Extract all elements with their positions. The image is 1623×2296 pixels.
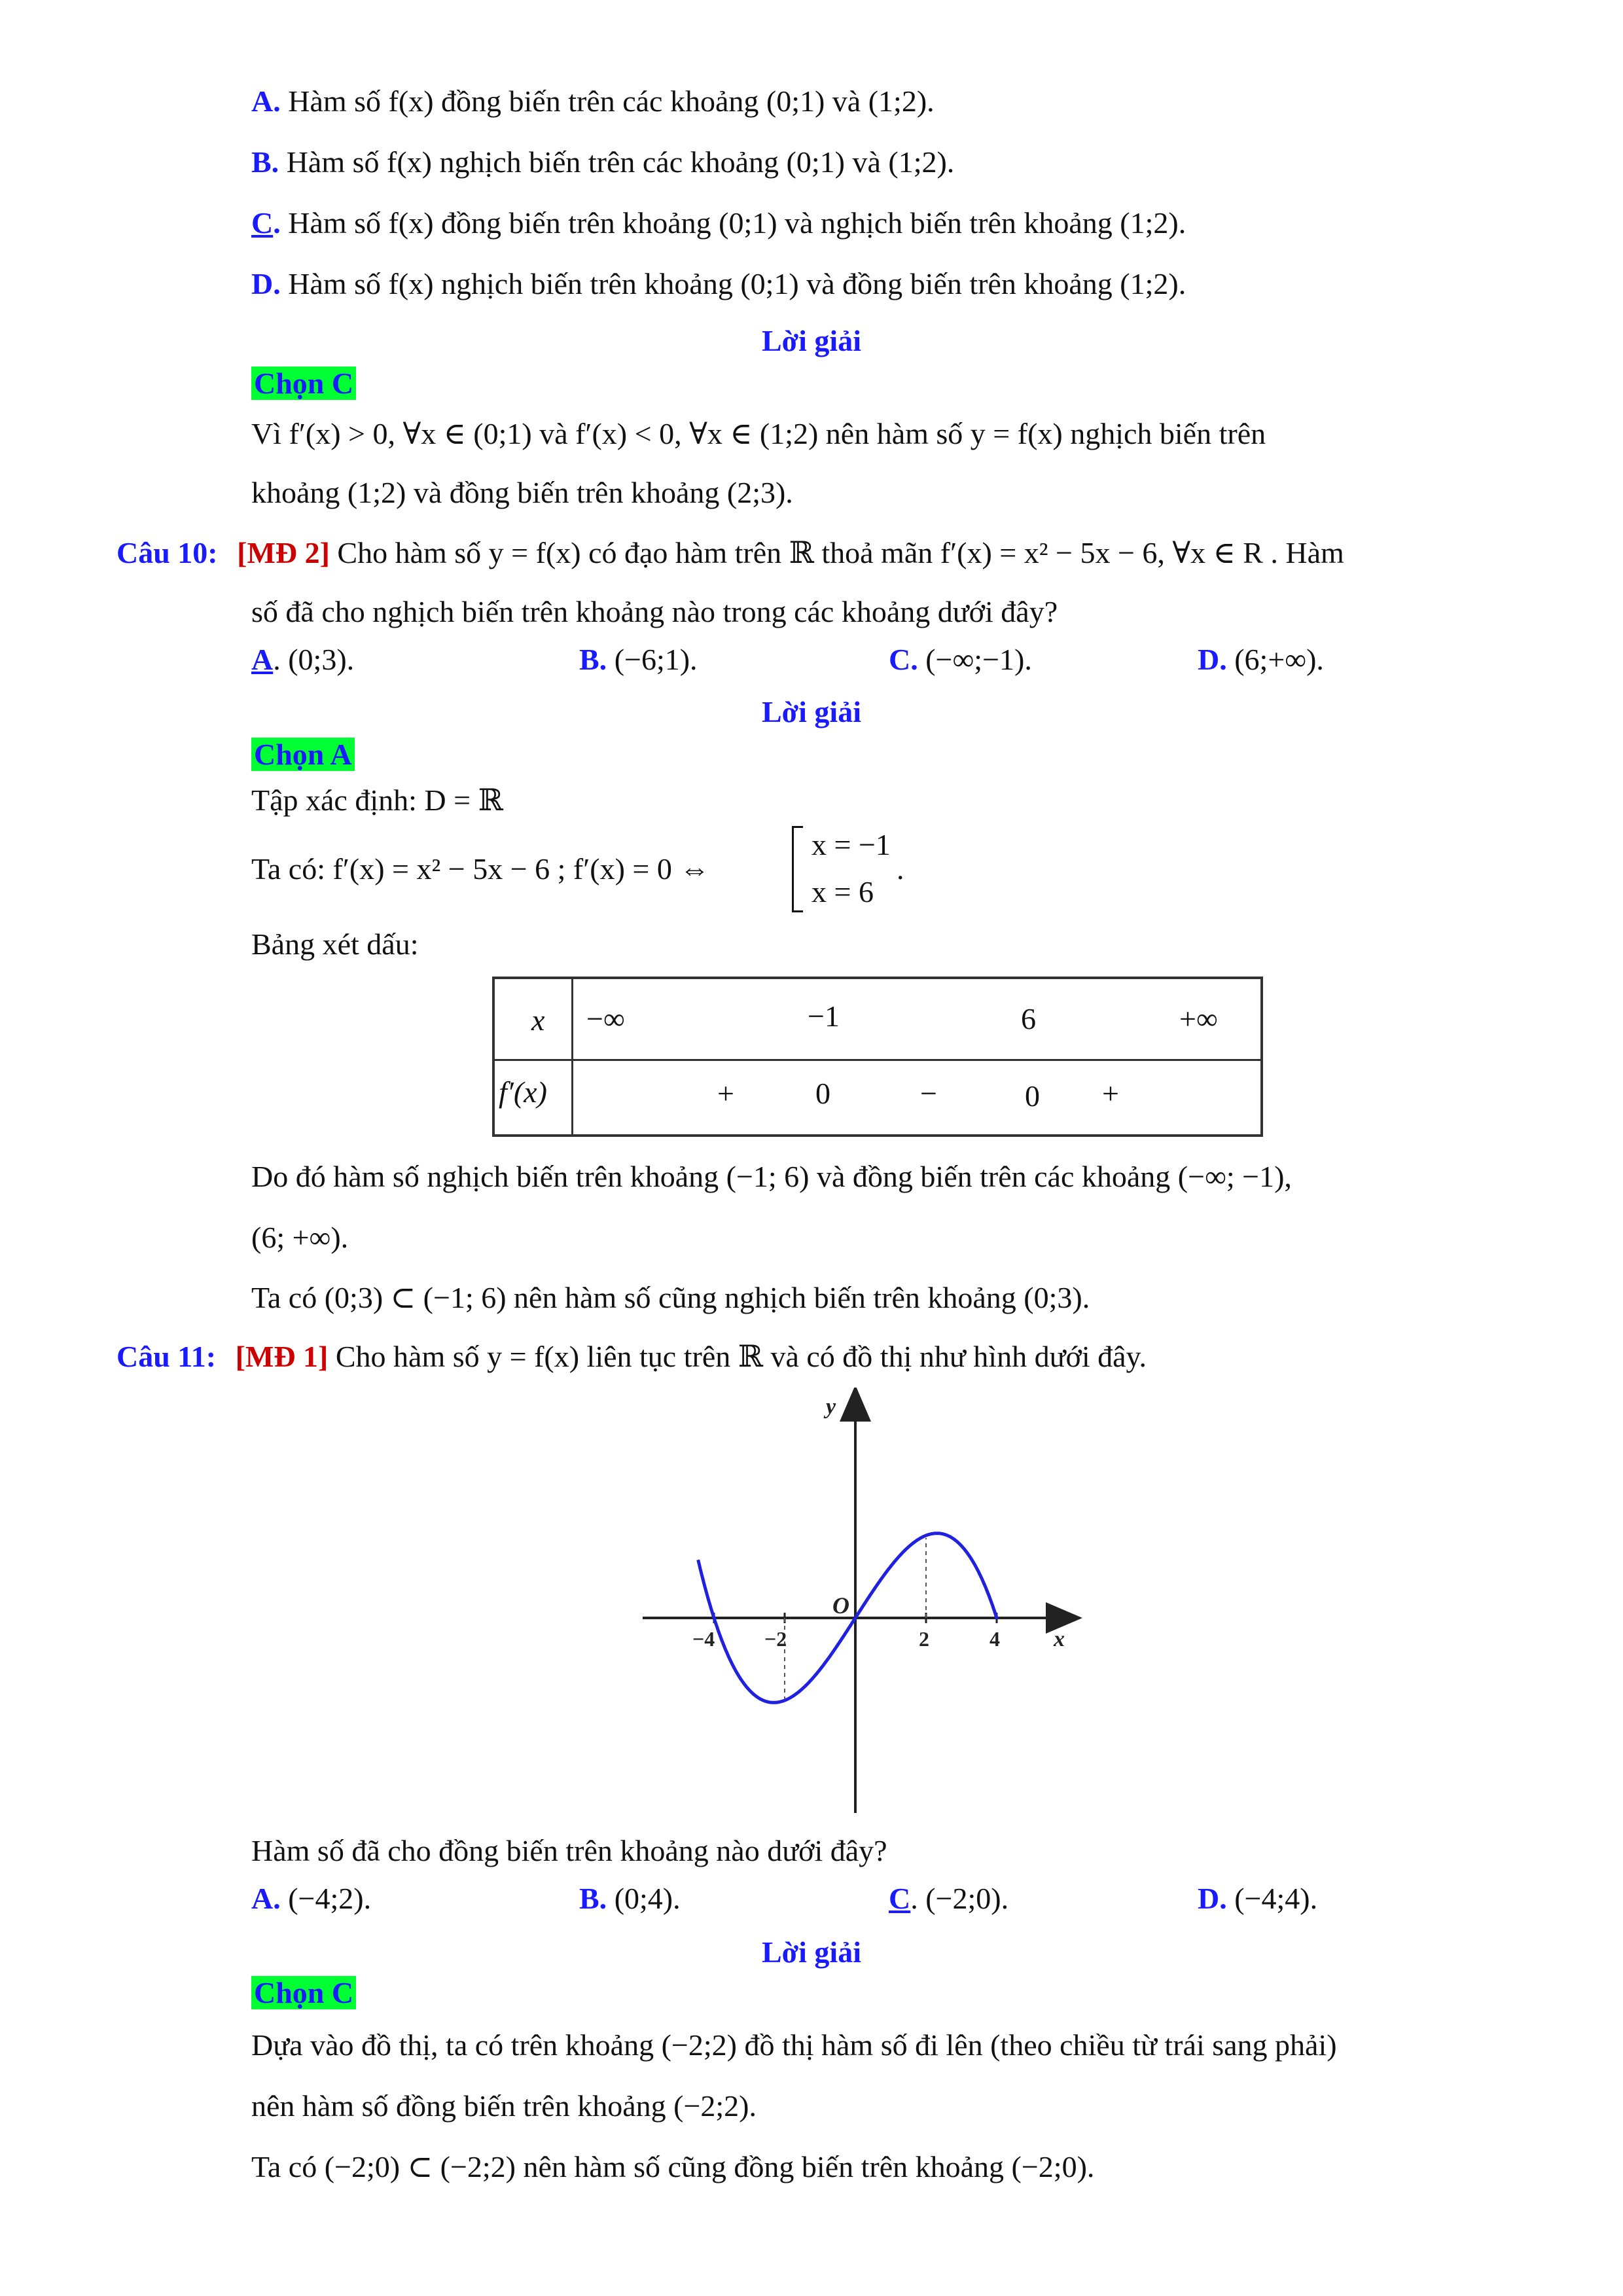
- q10-option-d-text: (6;+∞).: [1226, 643, 1324, 676]
- q11-label: Câu 11:: [116, 1340, 217, 1373]
- q9-option-d-text: Hàm số f(x) nghịch biến trên khoảng (0;1) và đồng biến trên khoảng (1;2).: [280, 267, 1186, 300]
- q10-stem-line-2: số đã cho nghịch biến trên khoảng nào trong các khoảng dưới đây?: [251, 595, 1058, 628]
- q9-option-b-letter: B.: [251, 145, 279, 179]
- q11-option-a-text: (−4;2).: [280, 1882, 372, 1915]
- q11-choice-badge: Chọn C: [251, 1976, 356, 2009]
- q10-solution-title: Lời giải: [762, 695, 861, 728]
- q10-root-2: x = 6: [812, 875, 874, 908]
- tick-label-neg-4: −4: [692, 1627, 715, 1651]
- q11-option-d-text: (−4;4).: [1226, 1882, 1318, 1915]
- q10-domain-line: Tập xác định: D = ℝ: [251, 783, 503, 817]
- q11-question: Hàm số đã cho đồng biến trên khoảng nào dưới đây?: [251, 1834, 887, 1867]
- q10-conclusion-line-1: Do đó hàm số nghịch biến trên khoảng (−1; 6) và đồng biến trên các khoảng (−∞; −1),: [251, 1160, 1292, 1193]
- q10-choice-badge: Chọn A: [251, 738, 355, 771]
- q11-graph: [628, 1388, 1086, 1820]
- q11-level: [MĐ 1]: [235, 1340, 329, 1373]
- q10-derivative-text: Ta có: f′(x) = x² − 5x − 6 ; f′(x) = 0 ⇔: [251, 852, 710, 886]
- q9-option-a[interactable]: [251, 86, 935, 117]
- q11-solution-line-3: Ta có (−2;0) ⊂ (−2;2) nên hàm số cũng đồng biến trên khoảng (−2;0).: [251, 2150, 1095, 2183]
- q11-option-c-letter: C: [889, 1882, 911, 1915]
- tick-label-4: 4: [990, 1627, 1000, 1651]
- q11-choice: [251, 1978, 356, 2008]
- q9-choice: [251, 368, 356, 399]
- q9-option-c-text: Hàm số f(x) đồng biến trên khoảng (0;1) và nghịch biến trên khoảng (1;2).: [280, 206, 1186, 240]
- q10-option-a[interactable]: [251, 645, 354, 675]
- q11-option-c[interactable]: [889, 1884, 1008, 1914]
- sign-table-x-label: x: [531, 1003, 545, 1037]
- q10-option-c-letter: C.: [889, 643, 918, 676]
- q9-option-a-text: Hàm số f(x) đồng biến trên các khoảng (0;1) và (1;2).: [280, 84, 935, 118]
- y-axis-label: y: [826, 1395, 836, 1419]
- q11-option-b[interactable]: [579, 1884, 681, 1914]
- q10-option-b[interactable]: [579, 645, 698, 675]
- q11-stem-line: [116, 1342, 1147, 1372]
- q10-option-d-letter: D.: [1198, 643, 1227, 676]
- q11-solution-line-2: nên hàm số đồng biến trên khoảng (−2;2).: [251, 2089, 757, 2123]
- q11-option-d-letter: D.: [1198, 1882, 1227, 1915]
- q10-option-c[interactable]: [889, 645, 1032, 675]
- sign-table-zero-1: 0: [815, 1077, 830, 1110]
- sign-table-x-pos-inf: +∞: [1179, 1002, 1218, 1035]
- q11-solution-line-1: Dựa vào đồ thị, ta có trên khoảng (−2;2) đồ thị hàm số đi lên (theo chiều từ trái sang phải): [251, 2028, 1337, 2062]
- q10-sign-table-title: Bảng xét dấu:: [251, 927, 419, 961]
- q9-choice-badge: Chọn C: [251, 367, 356, 400]
- q9-option-c-letter: C: [251, 206, 274, 240]
- tick-label-neg-2: −2: [764, 1627, 787, 1651]
- q10-option-b-letter: B.: [579, 643, 607, 676]
- q10-roots-bracket: [792, 826, 803, 912]
- q9-solution-line-2: khoảng (1;2) và đồng biến trên khoảng (2;3).: [251, 476, 793, 509]
- q9-option-d-letter: D.: [251, 267, 281, 300]
- x-axis-label: x: [1054, 1627, 1065, 1651]
- q10-derivative-line: [251, 854, 709, 884]
- q10-label: Câu 10:: [116, 536, 218, 569]
- q11-stem-text: Cho hàm số y = f(x) liên tục trên ℝ và có đồ thị như hình dưới đây.: [328, 1340, 1147, 1373]
- q11-solution-title: Lời giải: [762, 1935, 861, 1969]
- q10-conclusion-line-2: (6; +∞).: [251, 1221, 349, 1254]
- q11-option-b-letter: B.: [579, 1882, 607, 1915]
- sign-table-x-root-1: −1: [808, 999, 840, 1033]
- tick-label-2: 2: [919, 1627, 929, 1651]
- q9-option-b[interactable]: [251, 147, 954, 177]
- q10-option-d[interactable]: [1198, 645, 1324, 675]
- sign-table-x-root-2: 6: [1021, 1002, 1036, 1035]
- q9-option-b-text: Hàm số f(x) nghịch biến trên các khoảng (0;1) và (1;2).: [279, 145, 955, 179]
- sign-table-sign-3: +: [1102, 1077, 1119, 1110]
- q10-roots-suffix: .: [897, 852, 904, 886]
- q9-option-a-letter: A.: [251, 84, 281, 118]
- q10-option-b-text: (−6;1).: [607, 643, 698, 676]
- sign-table-sign-2: −: [920, 1077, 937, 1110]
- q9-solution-line-1: Vì f′(x) > 0, ∀x ∈ (0;1) và f′(x) < 0, ∀x ∈ (1;2) nên hàm số y = f(x) nghịch biến trên: [251, 417, 1266, 450]
- sign-table-zero-2: 0: [1025, 1079, 1040, 1113]
- sign-table-x-neg-inf: −∞: [586, 1002, 625, 1035]
- q10-choice: [251, 740, 355, 770]
- origin-label: O: [832, 1592, 849, 1619]
- q11-option-c-text: . (−2;0).: [910, 1882, 1009, 1915]
- q11-option-d[interactable]: [1198, 1884, 1317, 1914]
- q11-option-a[interactable]: [251, 1884, 371, 1914]
- q10-root-1: x = −1: [812, 828, 891, 861]
- q9-option-d[interactable]: [251, 269, 1186, 299]
- q10-stem-line-1: [116, 538, 1344, 568]
- q10-option-c-text: (−∞;−1).: [918, 643, 1032, 676]
- q11-option-b-text: (0;4).: [607, 1882, 681, 1915]
- q10-stem-text: Cho hàm số y = f(x) có đạo hàm trên ℝ thoả mãn f′(x) = x² − 5x − 6, ∀x ∈ R . Hàm: [329, 536, 1344, 569]
- sign-table-fprime-label: f′(x): [499, 1075, 547, 1109]
- q10-level: [MĐ 2]: [237, 536, 330, 569]
- q11-option-a-letter: A.: [251, 1882, 281, 1915]
- q10-option-a-text: . (0;3).: [273, 643, 355, 676]
- q10-conclusion-line-3: Ta có (0;3) ⊂ (−1; 6) nên hàm số cũng nghịch biến trên khoảng (0;3).: [251, 1281, 1090, 1314]
- q9-option-c[interactable]: C. Hàm số f(x) đồng biến trên khoảng (0;1) và nghịch biến trên khoảng (1;2).: [251, 206, 1186, 240]
- q10-option-a-letter: A: [251, 643, 274, 676]
- sign-table-sign-1: +: [717, 1077, 734, 1110]
- q9-solution-title: Lời giải: [762, 324, 861, 357]
- q10-sign-table: [492, 977, 1263, 1137]
